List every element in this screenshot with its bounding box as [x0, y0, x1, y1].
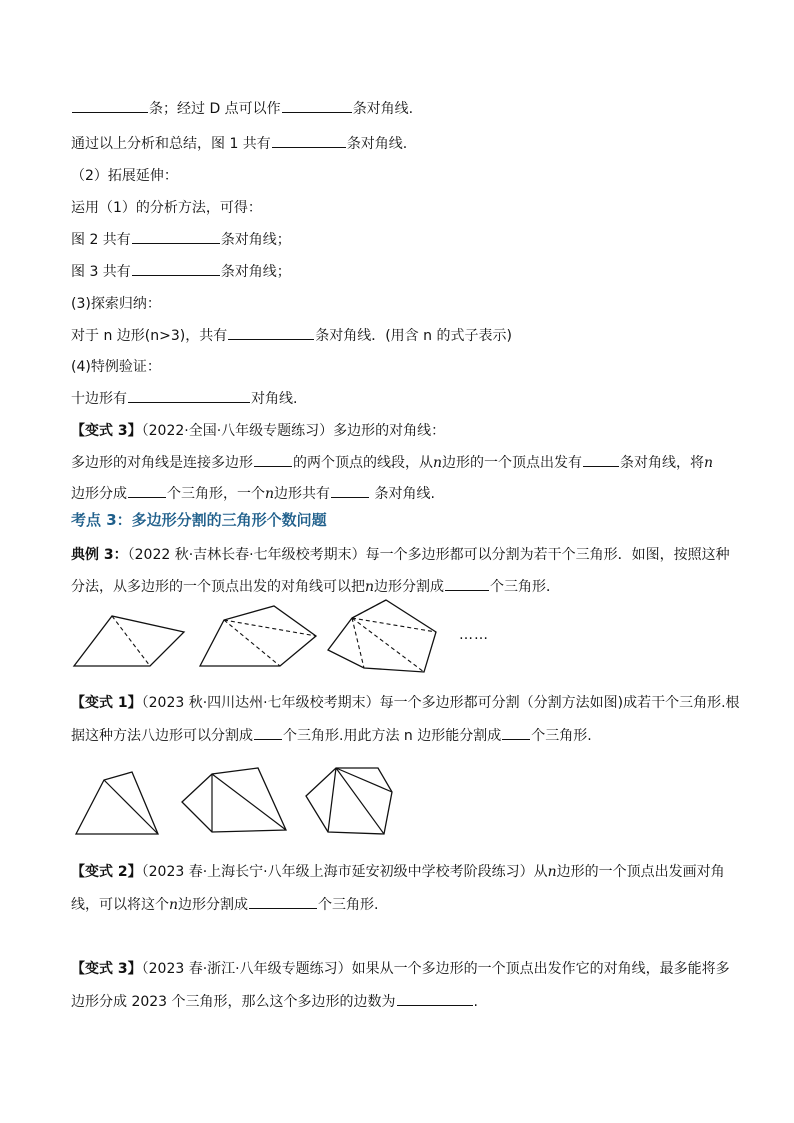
pentagon-figure [196, 600, 320, 672]
answer-blank[interactable] [502, 725, 530, 740]
variant-3a-line-2: 边形分成 个三角形，一个n边形共有 条对角线. [71, 483, 435, 504]
text-line-3: （2）拓展延伸： [71, 168, 178, 184]
answer-blank[interactable] [132, 229, 220, 244]
variant-1-line-1: 【变式 1】（2023 秋·四川达州·七年级校考期末）每一个多边形都可分割（分割方法如图)成若干个三角形.根 [71, 695, 740, 711]
answer-blank[interactable] [249, 894, 317, 909]
hexagon-split-figure [302, 764, 398, 838]
text-line-4: 运用（1）的分析方法，可得： [71, 200, 262, 216]
answer-blank[interactable] [132, 261, 220, 276]
variant-3b-line-2: 边形分成 2023 个三角形，那么这个多边形的边数为 . [71, 991, 478, 1012]
answer-blank[interactable] [128, 483, 166, 498]
text-line-5: 图 2 共有 条对角线； [71, 229, 291, 250]
text-line-1: 条；经过 D 点可以作 条对角线. [71, 98, 413, 119]
quadrilateral-figure [70, 612, 190, 672]
text-line-2: 通过以上分析和总结，图 1 共有 条对角线. [71, 133, 407, 154]
answer-blank[interactable] [254, 452, 292, 467]
text-line-8: 对于 n 边形(n>3)，共有 条对角线．(用含 n 的式子表示) [71, 325, 512, 346]
text-line-6: 图 3 共有 条对角线； [71, 261, 291, 282]
text-line-7: (3)探索归纳： [71, 296, 161, 312]
text-line-10: 十边形有 对角线. [71, 388, 297, 409]
quadrilateral-split-figure [72, 770, 162, 840]
example-3-line-1: 典例 3：（2022 秋·吉林长春·七年级校考期末）每一个多边形都可以分割为若干个三角形．如图，按照这种 [71, 547, 730, 563]
variant-1-line-2: 据这种方法八边形可以分割成 个三角形.用此方法 n 边形能分割成 个三角形. [71, 725, 592, 746]
variant-3a-line-1: 多边形的对角线是连接多边形 的两个顶点的线段，从n边形的一个顶点出发有 条对角线，将n [71, 452, 713, 473]
answer-blank[interactable] [445, 576, 489, 591]
answer-blank[interactable] [331, 483, 369, 498]
section-heading: 考点 3：多边形分割的三角形个数问题 [71, 511, 327, 529]
answer-blank[interactable] [282, 98, 352, 113]
answer-blank[interactable] [397, 991, 473, 1006]
text-line-9: (4)特例验证： [71, 359, 161, 375]
hexagon-figure [324, 598, 450, 674]
ellipsis: …… [459, 627, 489, 643]
answer-blank[interactable] [583, 452, 619, 467]
variant-3a-title: 【变式 3】（2022·全国·八年级专题练习）多边形的对角线： [71, 423, 446, 439]
answer-blank[interactable] [228, 325, 314, 340]
variant-2-line-1: 【变式 2】（2023 春·上海长宁·八年级上海市延安初级中学校考阶段练习）从n边形的一个顶点出发画对角 [71, 864, 725, 880]
answer-blank[interactable] [128, 388, 250, 403]
example-3-line-2: 分法，从多边形的一个顶点出发的对角线可以把n边形分割成 个三角形． [71, 576, 560, 597]
answer-blank[interactable] [272, 133, 346, 148]
pentagon-split-figure [178, 766, 290, 838]
answer-blank[interactable] [72, 98, 148, 113]
variant-3b-line-1: 【变式 3】（2023 春·浙江·八年级专题练习）如果从一个多边形的一个顶点出发作它的对角线，最多能将多 [71, 961, 730, 977]
answer-blank[interactable] [254, 725, 282, 740]
variant-2-line-2: 线，可以将这个n边形分割成 个三角形. [71, 894, 378, 915]
